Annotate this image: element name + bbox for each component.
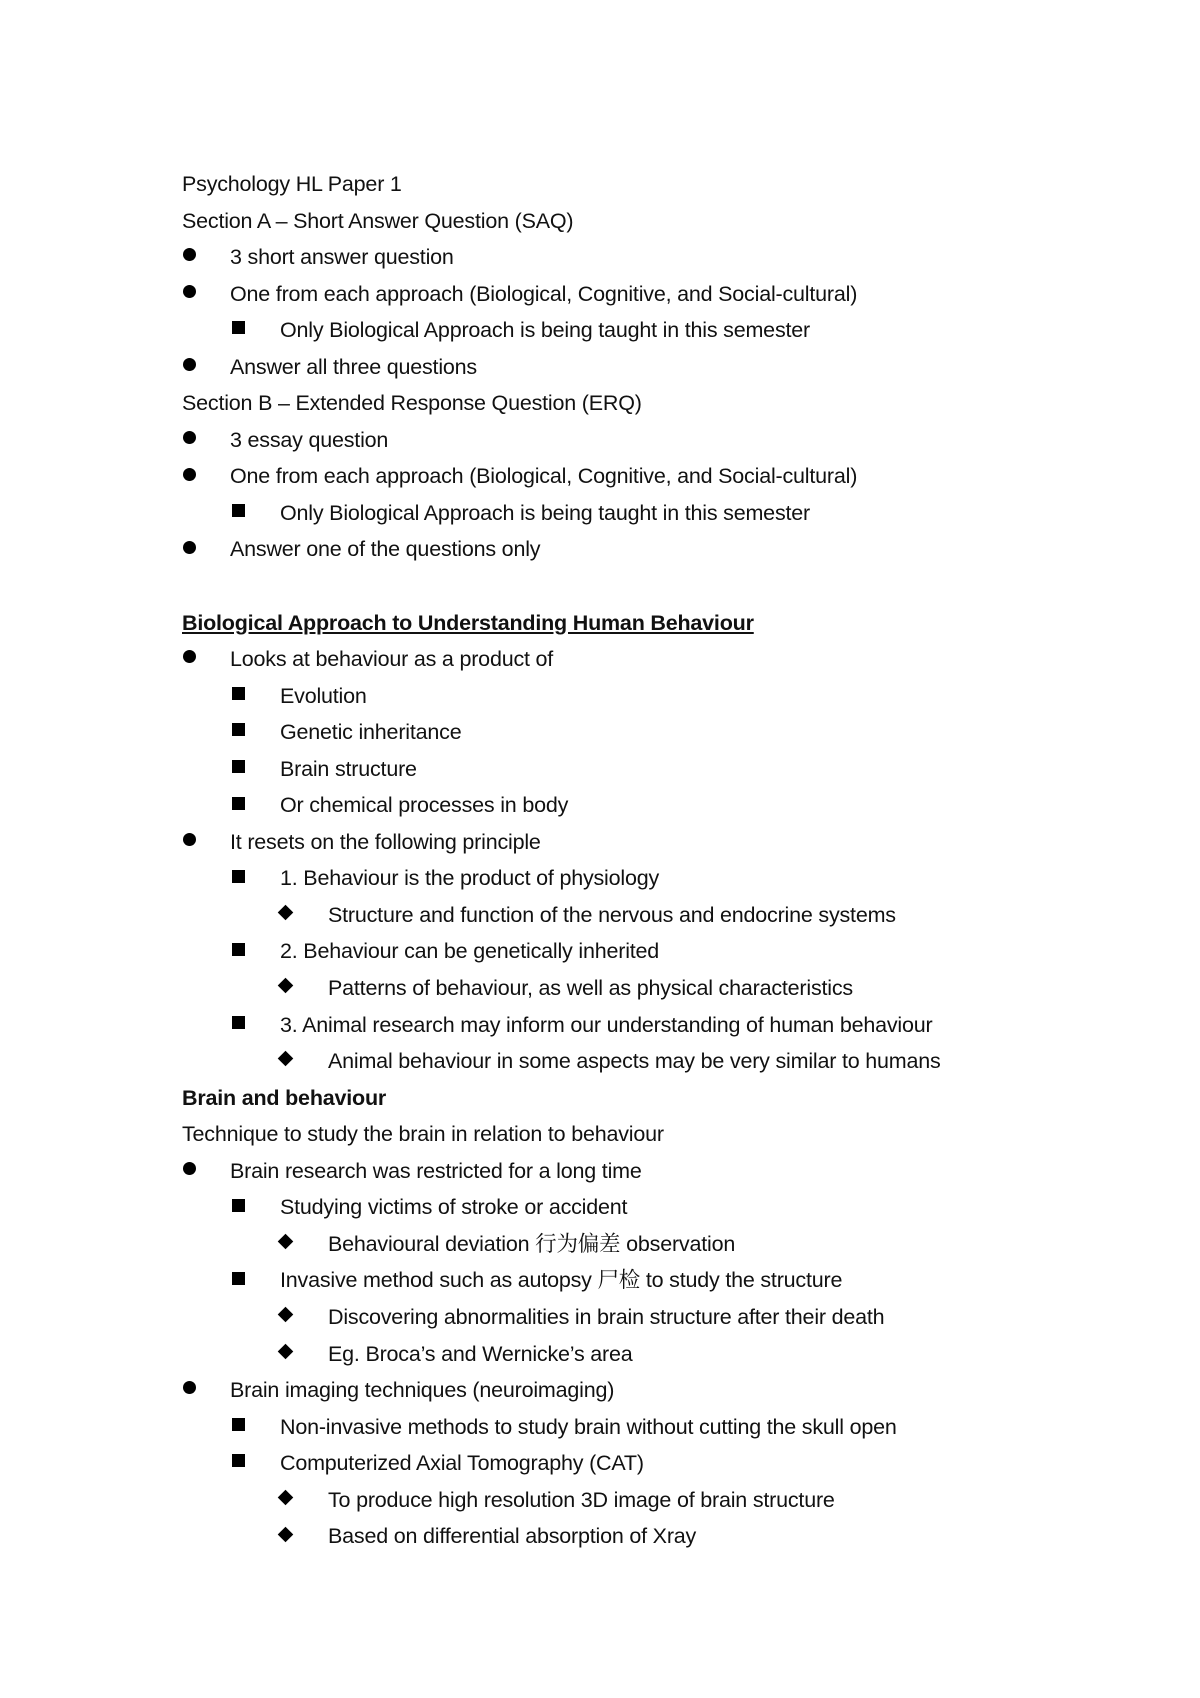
round-bullet-icon [183,358,196,371]
list-item [182,1482,1142,1519]
list-item [182,897,1142,934]
diamond-bullet-icon [278,1526,294,1542]
round-bullet-icon [183,285,196,298]
list-item-text: Patterns of behaviour, as well as physical characteristics [328,976,853,1001]
list-item-text: Brain research was restricted for a long time [230,1158,642,1183]
square-bullet-icon [232,1199,245,1212]
list-item [182,458,1142,495]
biological-approach-heading: Biological Approach to Understanding Human Behaviour [182,610,754,635]
list-item-text: It resets on the following principle [230,829,541,854]
list-item [182,239,1142,276]
list-item-text: Only Biological Approach is being taught in this semester [280,500,810,525]
square-bullet-icon [232,504,245,517]
list-item [182,1372,1142,1409]
list-item [182,933,1142,970]
diamond-bullet-icon [278,1307,294,1323]
list-item-text: Invasive method such as autopsy 尸检 to study the structure [280,1268,843,1293]
list-item-text: Looks at behaviour as a product of [230,647,554,672]
square-bullet-icon [232,760,245,773]
list-item-text: Answer all three questions [230,354,477,379]
list-item-text: 3. Animal research may inform our understanding of human behaviour [280,1012,933,1037]
list-item-text: 2. Behaviour can be genetically inherited [280,939,660,964]
brain-behaviour-intro: Technique to study the brain in relation to behaviour [182,1122,664,1147]
diamond-bullet-icon [278,978,294,994]
list-item [182,714,1142,751]
list-item-text: Eg. Broca’s and Wernicke’s area [328,1341,633,1366]
diamond-bullet-icon [278,1234,294,1250]
list-item [182,824,1142,861]
list-item-text: Structure and function of the nervous and endocrine systems [328,902,896,927]
list-item [182,276,1142,313]
round-bullet-icon [183,833,196,846]
list-item-text: 1. Behaviour is the product of physiology [280,866,660,891]
list-item [182,1336,1142,1373]
diamond-bullet-icon [278,1490,294,1506]
document-title: Psychology HL Paper 1 [182,172,402,196]
square-bullet-icon [232,1454,245,1467]
list-item-text: Genetic inheritance [280,720,462,745]
round-bullet-icon [183,541,196,554]
list-item-text: Or chemical processes in body [280,793,569,818]
list-item [182,678,1142,715]
list-item [182,312,1142,349]
round-bullet-icon [183,248,196,261]
square-bullet-icon [232,797,245,810]
brain-behaviour-heading: Brain and behaviour [182,1085,387,1110]
list-item-text: Based on differential absorption of Xray [328,1524,697,1549]
round-bullet-icon [183,1162,196,1175]
list-item-text: 3 short answer question [230,245,454,270]
square-bullet-icon [232,870,245,883]
list-item-text: Animal behaviour in some aspects may be very similar to humans [328,1049,941,1074]
list-item-text: Answer one of the questions only [230,537,541,562]
list-item-text: Studying victims of stroke or accident [280,1195,628,1220]
list-item [182,1262,1142,1299]
square-bullet-icon [232,1272,245,1285]
square-bullet-icon [232,723,245,736]
round-bullet-icon [183,468,196,481]
round-bullet-icon [183,650,196,663]
list-item-text: Only Biological Approach is being taught in this semester [280,318,810,343]
list-item [182,1445,1142,1482]
list-item [182,1043,1142,1080]
list-item-text: One from each approach (Biological, Cognitive, and Social-cultural) [230,281,858,306]
list-item-text: 3 essay question [230,427,389,452]
list-item [182,349,1142,386]
list-item [182,1007,1142,1044]
round-bullet-icon [183,431,196,444]
section-a-heading: Section A – Short Answer Question (SAQ) [182,208,574,233]
list-item-text: One from each approach (Biological, Cognitive, and Social-cultural) [230,464,858,489]
list-item [182,1226,1142,1263]
list-item-text: Evolution [280,683,367,708]
diamond-bullet-icon [278,1343,294,1359]
list-item [182,422,1142,459]
section-b-heading: Section B – Extended Response Question (ERQ) [182,391,642,416]
diamond-bullet-icon [278,1051,294,1067]
document-body [182,166,1142,1555]
list-item [182,1189,1142,1226]
list-item [182,1518,1142,1555]
list-item [182,531,1142,568]
round-bullet-icon [183,1381,196,1394]
list-item [182,970,1142,1007]
list-item [182,495,1142,532]
list-item-text: To produce high resolution 3D image of brain structure [328,1487,835,1512]
square-bullet-icon [232,321,245,334]
blank-line [182,568,1142,605]
list-item [182,1299,1142,1336]
list-item [182,787,1142,824]
square-bullet-icon [232,1418,245,1431]
list-item-text: Discovering abnormalities in brain structure after their death [328,1304,885,1329]
list-item [182,751,1142,788]
list-item-text: Brain structure [280,756,417,781]
list-item-text: Computerized Axial Tomography (CAT) [280,1451,644,1476]
list-item [182,1409,1142,1446]
list-item [182,641,1142,678]
square-bullet-icon [232,687,245,700]
list-item [182,860,1142,897]
diamond-bullet-icon [278,905,294,921]
list-item-text: Behavioural deviation 行为偏差 observation [328,1231,736,1256]
square-bullet-icon [232,1016,245,1029]
list-item-text: Brain imaging techniques (neuroimaging) [230,1378,615,1403]
list-item-text: Non-invasive methods to study brain without cutting the skull open [280,1414,897,1439]
list-item [182,1153,1142,1190]
square-bullet-icon [232,943,245,956]
